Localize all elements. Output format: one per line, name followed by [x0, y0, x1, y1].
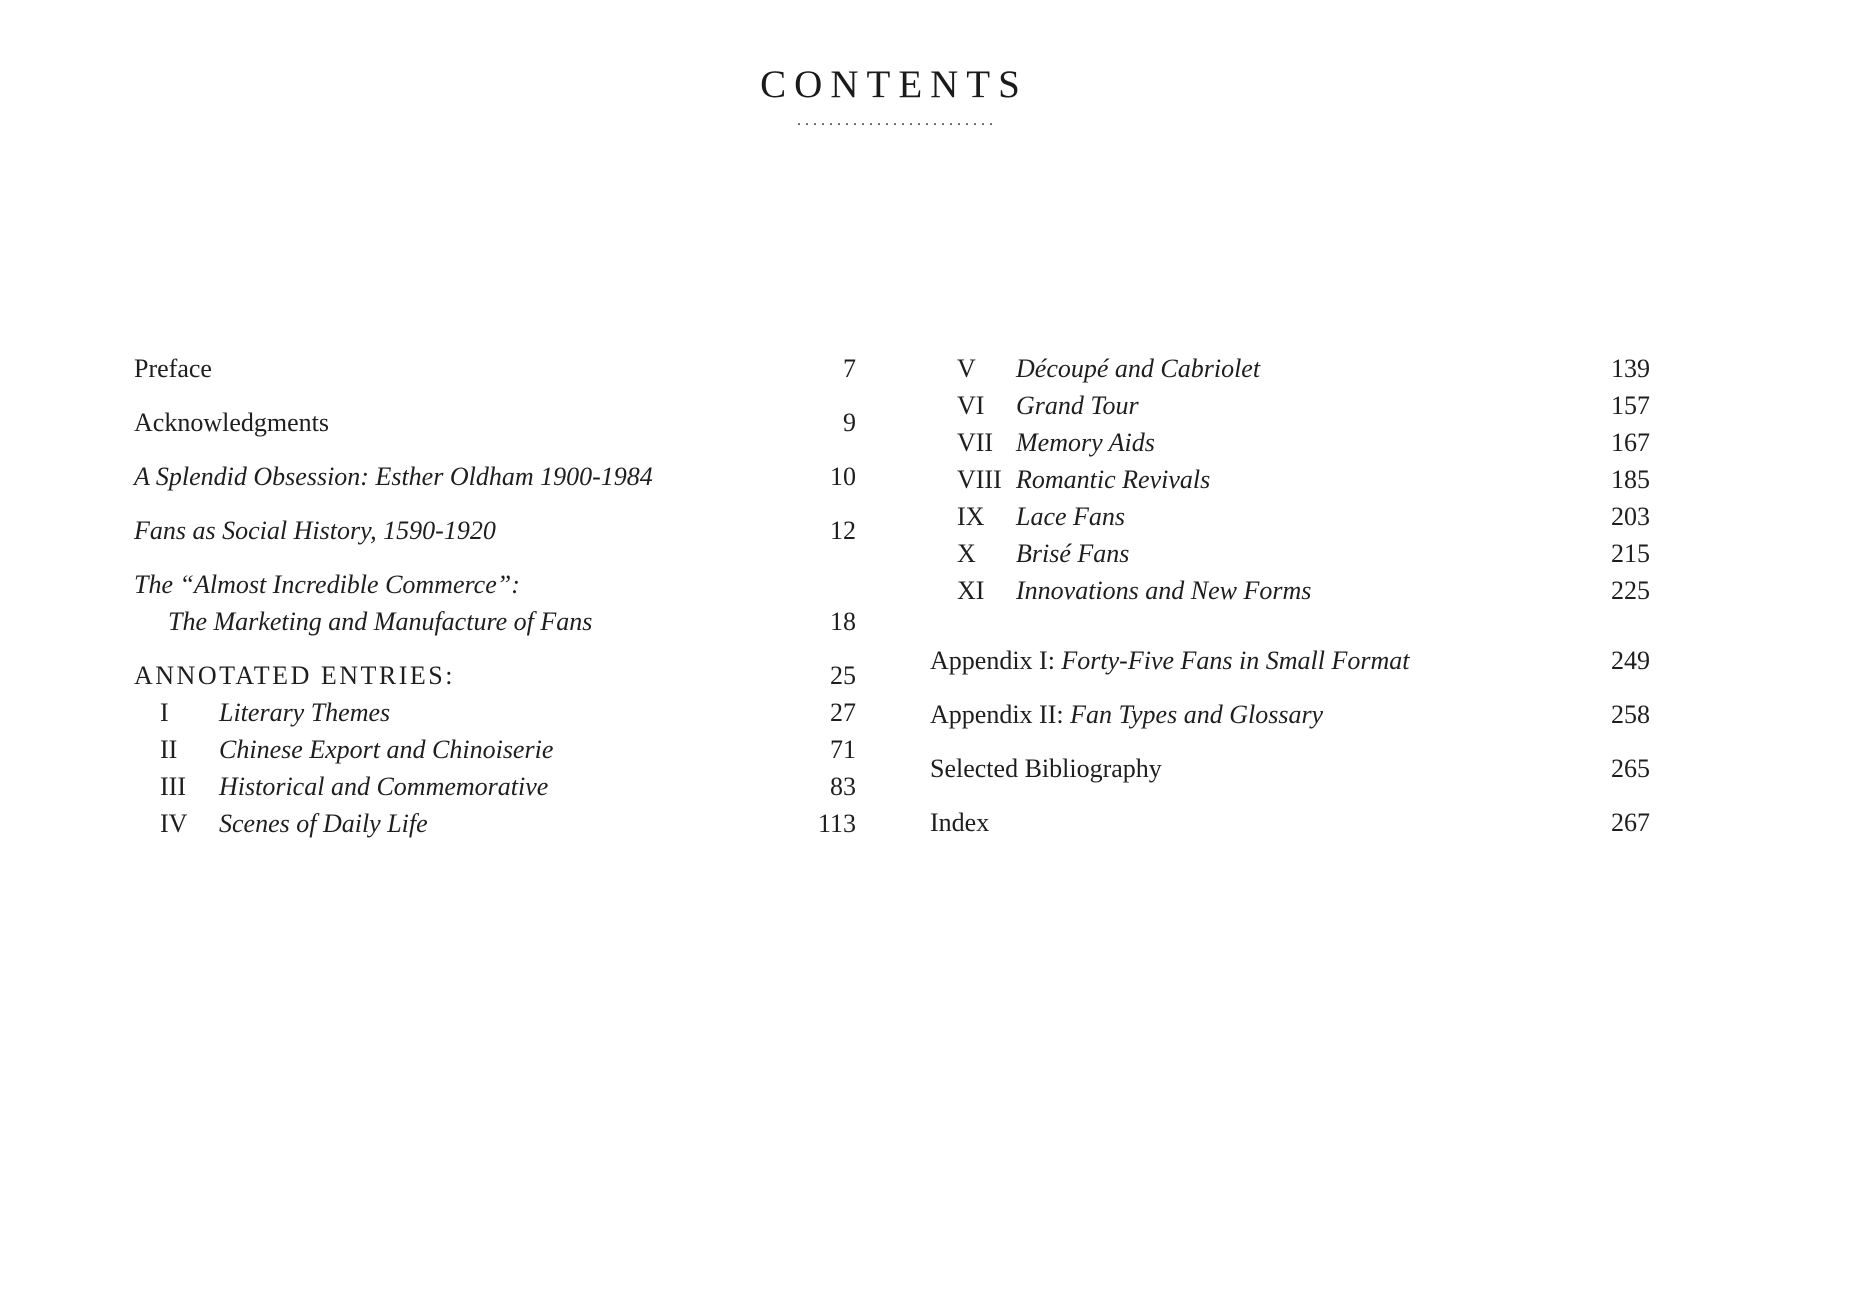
- entry-page: 267: [1611, 808, 1650, 837]
- entry-page: 265: [1611, 754, 1650, 783]
- toc-entry-bibliography[interactable]: [930, 750, 1650, 787]
- entry-page: 9: [843, 408, 856, 437]
- entry-title: Acknowledgments: [134, 408, 329, 437]
- chapter-title: Memory Aids: [1016, 428, 1155, 457]
- entry-title-line1: The “Almost Incredible Commerce”:: [134, 570, 520, 599]
- chapter-page: 167: [1611, 428, 1650, 457]
- chapter-page: 71: [830, 735, 856, 764]
- entry-page: 258: [1611, 700, 1650, 729]
- section-heading: ANNOTATED ENTRIES:: [134, 661, 455, 690]
- toc-entry-commerce-cont[interactable]: [134, 603, 856, 640]
- entry-page: 18: [830, 607, 856, 636]
- chapter-page: 185: [1611, 465, 1650, 494]
- toc-entry-appendix-1[interactable]: [930, 642, 1650, 679]
- page-title: CONTENTS: [760, 63, 1028, 106]
- toc-chapter[interactable]: [930, 424, 1650, 461]
- chapter-page: 225: [1611, 576, 1650, 605]
- toc-chapter[interactable]: [134, 805, 856, 842]
- entry-title: A Splendid Obsession: Esther Oldham 1900-1984: [134, 462, 653, 491]
- chapter-title: Innovations and New Forms: [1016, 576, 1312, 605]
- appendix-title: Fan Types and Glossary: [1070, 700, 1324, 729]
- chapter-title: Romantic Revivals: [1016, 465, 1211, 494]
- toc-chapter[interactable]: [134, 731, 856, 768]
- chapter-title: Brisé Fans: [1016, 539, 1130, 568]
- title-dotted-rule: .........................: [797, 112, 997, 129]
- chapter-page: 215: [1611, 539, 1650, 568]
- toc-chapter[interactable]: [930, 572, 1650, 609]
- chapter-number: IV: [160, 809, 188, 838]
- toc-chapter[interactable]: [930, 387, 1650, 424]
- toc-entry-index[interactable]: [930, 804, 1650, 841]
- toc-chapter[interactable]: [134, 694, 856, 731]
- entry-title-line2: The Marketing and Manufacture of Fans: [168, 607, 593, 636]
- chapter-page: 157: [1611, 391, 1650, 420]
- chapter-number: XI: [957, 576, 985, 605]
- chapter-page: 203: [1611, 502, 1650, 531]
- toc-left-column: [134, 350, 856, 842]
- entry-page: 25: [830, 661, 856, 690]
- chapter-number: IX: [957, 502, 985, 531]
- chapter-title: Scenes of Daily Life: [219, 809, 428, 838]
- chapter-title: Lace Fans: [1016, 502, 1126, 531]
- entry-page: 12: [830, 516, 856, 545]
- chapter-title: Grand Tour: [1016, 391, 1139, 420]
- entry-title: Index: [930, 808, 990, 837]
- entry-page: 7: [843, 354, 856, 383]
- appendix-prefix: Appendix II:: [930, 700, 1071, 729]
- entry-title: Fans as Social History, 1590-1920: [134, 516, 496, 545]
- chapter-page: 139: [1611, 354, 1650, 383]
- toc-chapter[interactable]: [930, 498, 1650, 535]
- entry-title: Selected Bibliography: [930, 754, 1162, 783]
- toc-entry-appendix-2[interactable]: [930, 696, 1650, 733]
- chapter-number: II: [160, 735, 178, 764]
- chapter-title: Historical and Commemorative: [219, 772, 549, 801]
- chapter-number: I: [160, 698, 169, 727]
- chapter-title: Literary Themes: [219, 698, 391, 727]
- chapter-number: III: [160, 772, 186, 801]
- entry-page: 10: [830, 462, 856, 491]
- entry-title: Preface: [134, 354, 212, 383]
- chapter-number: V: [957, 354, 976, 383]
- chapter-page: 113: [817, 809, 856, 838]
- chapter-number: X: [957, 539, 976, 568]
- entry-page: 249: [1611, 646, 1650, 675]
- toc-entry-commerce[interactable]: [134, 566, 856, 603]
- appendix-prefix: Appendix I:: [930, 646, 1062, 675]
- chapter-page: 27: [830, 698, 856, 727]
- toc-chapter[interactable]: [930, 535, 1650, 572]
- toc-entry-annotated[interactable]: [134, 657, 856, 694]
- chapter-title: Découpé and Cabriolet: [1016, 354, 1261, 383]
- toc-chapter[interactable]: [134, 768, 856, 805]
- toc-entry-acknowledgments[interactable]: [134, 404, 856, 441]
- chapter-page: 83: [830, 772, 856, 801]
- toc-entry-preface[interactable]: [134, 350, 856, 387]
- chapter-number: VI: [957, 391, 985, 420]
- toc-entry-obsession[interactable]: [134, 458, 856, 495]
- chapter-number: VII: [957, 428, 994, 457]
- toc-chapter[interactable]: [930, 350, 1650, 387]
- chapter-title: Chinese Export and Chinoiserie: [219, 735, 554, 764]
- toc-right-column: [930, 350, 1650, 841]
- appendix-title: Forty-Five Fans in Small Format: [1061, 646, 1410, 675]
- chapter-number: VIII: [957, 465, 1002, 494]
- toc-chapter[interactable]: [930, 461, 1650, 498]
- toc-entry-social-history[interactable]: [134, 512, 856, 549]
